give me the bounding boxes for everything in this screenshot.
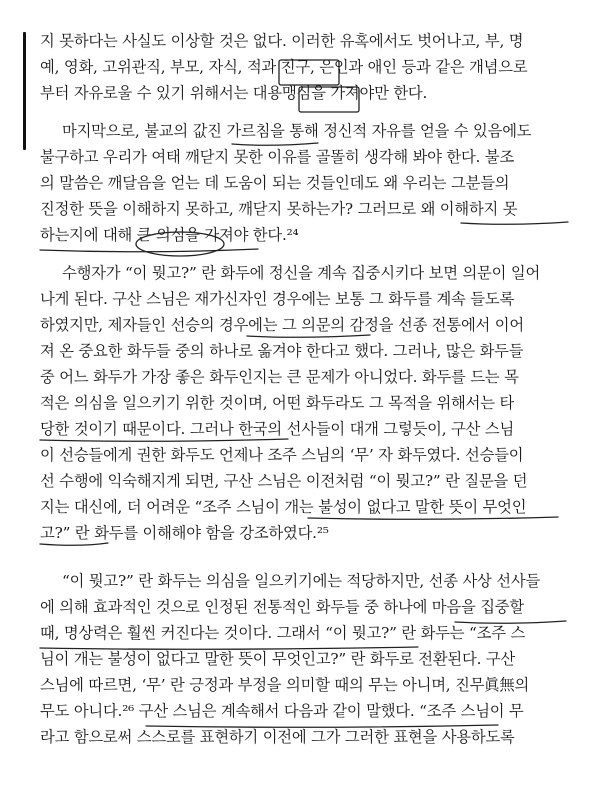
text-line: 의 말씀은 깨달음을 얻는 데 도움이 되는 것들인데도 왜 우리는 그분들의 xyxy=(40,174,510,192)
text-line: 하였지만, 제자들인 선승의 경우에는 그 의문의 감정을 선종 전통에서 이어 xyxy=(40,316,524,334)
text-line: 님이 개는 불성이 없다고 말한 뜻이 무엇인고?” 란 화두로 전환된다. 구산 xyxy=(40,650,516,668)
paragraph-2 xyxy=(40,118,580,248)
text-line: 라고 함으로써 스스로를 표현하기 이전에 그가 그러한 표현을 사용하도록 xyxy=(40,728,515,746)
text-line: 중 어느 화두가 가장 좋은 화두인지는 큰 문제가 아니었다. 화두를 드는 목 xyxy=(40,368,519,386)
underline-mark xyxy=(40,249,258,252)
text-line: 스님에 따르면, ‘무’ 란 긍정과 부정을 의미할 때의 무는 아니며, 진무眞無의 xyxy=(40,676,530,694)
text-line: 당한 것이기 때문이다. 그러나 한국의 선사들이 대개 그렇듯이, 구산 스님 xyxy=(40,420,515,438)
paragraph-3 xyxy=(40,260,580,546)
text-line: 수행자가 “이 뭣고?” 란 화두에 정신을 계속 집중시키다 보면 의문이 일어 xyxy=(62,264,541,282)
text-line: 이 선승들에게 권한 화두도 언제나 조주 스님의 ‘무’ 자 화두였다. 선승들이 xyxy=(40,446,524,464)
text-line: 져 온 중요한 화두들 중의 하나로 옮겨야 한다고 했다. 그러나, 많은 화두들 xyxy=(40,342,524,360)
text-line: 마지막으로, 불교의 값진 가르침을 통해 정신적 자유를 얻을 수 있음에도 xyxy=(62,122,532,140)
text-line: 불구하고 우리가 여태 깨닫지 못한 이유를 골똘히 생각해 봐야 한다. 불조 xyxy=(40,148,515,166)
paragraph-4 xyxy=(40,568,580,750)
text-line: 나게 된다. 구산 스님은 재가신자인 경우에는 보통 그 화두를 계속 들도록 xyxy=(40,290,515,308)
paragraph-1 xyxy=(40,28,580,106)
text-line: 하는지에 대해 큰 의심을 가져야 한다.²⁴ xyxy=(40,226,299,244)
text-line: 지 못하다는 사실도 이상할 것은 없다. 이러한 유혹에서도 벗어나고, 부, 명 xyxy=(40,32,524,50)
text-line: 때, 명상력은 훨씬 커진다는 것이다. 그래서 “이 뭣고?” 란 화두는 “조주 스 xyxy=(40,624,526,642)
text-line: 부터 자유로울 수 있기 위해서는 대용맹심을 가져야만 한다. xyxy=(40,84,428,102)
text-line: 무도 아니다.²⁶ 구산 스님은 계속해서 다음과 같이 말했다. “조주 스님이 무 xyxy=(40,702,524,720)
text-line: 고?” 란 화두를 이해해야 함을 강조하였다.²⁵ xyxy=(40,524,329,542)
text-line: 선 수행에 익숙해지게 되면, 구산 스님은 이전처럼 “이 뭣고?” 란 질문을 던 xyxy=(40,472,528,490)
text-line: “이 뭣고?” 란 화두는 의심을 일으키기에는 적당하지만, 선종 사상 선사들 xyxy=(62,572,541,590)
text-line: 적은 의심을 일으키기 위한 것이며, 어떤 화두라도 그 목적을 위해서는 타 xyxy=(40,394,515,412)
text-line: 진정한 뜻을 이해하지 못하고, 깨닫지 못하는가? 그러므로 왜 이해하지 못 xyxy=(40,200,518,218)
text-line: 에 의해 효과적인 것으로 인정된 전통적인 화두들 중 하나에 마음을 집중할 xyxy=(40,598,524,616)
text-line: 지는 대신에, 더 어려운 “조주 스님이 개는 불성이 없다고 말한 뜻이 무엇인 xyxy=(40,498,527,516)
margin-annotation-bar xyxy=(23,32,26,150)
text-line: 예, 영화, 고위관직, 부모, 자식, 적과 친구, 은인과 애인 등과 같은 개념으로 xyxy=(40,58,528,76)
